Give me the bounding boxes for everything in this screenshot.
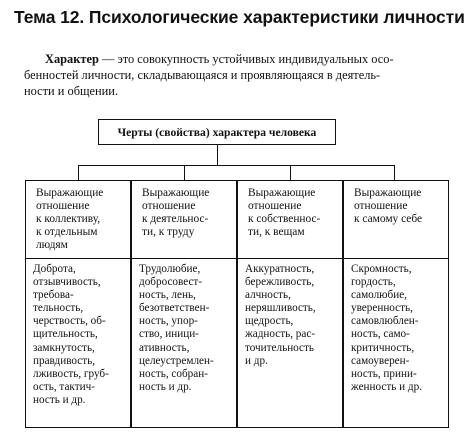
intro-line-3: ности и общении.	[24, 84, 119, 98]
head-line: отношение	[142, 200, 196, 212]
trait-item: ность, лень,	[139, 289, 196, 302]
trait-item: безответствен-	[139, 302, 210, 315]
trait-item: бережливость,	[245, 276, 315, 289]
head-line: Выражающие	[248, 187, 316, 199]
trait-item: ость, тактич-	[33, 380, 95, 393]
trait-column-self	[343, 180, 449, 428]
trait-item: ность, собран-	[139, 367, 208, 380]
trait-item: самоуверен-	[351, 354, 410, 367]
trait-item: замкнутость,	[33, 341, 95, 354]
intro-paragraph	[24, 51, 464, 99]
connector-branch-3	[290, 165, 291, 180]
trait-item: неряшливость,	[245, 302, 316, 315]
head-line: к коллективу,	[36, 213, 101, 225]
trait-item: ство, иници-	[139, 328, 199, 341]
head-line: к собственнос-	[248, 213, 321, 225]
intro-term: Характер	[45, 52, 99, 66]
trait-item: жадность, рас-	[245, 328, 316, 341]
trait-item: щедрость,	[245, 315, 294, 328]
trait-item: уверенность,	[351, 302, 413, 315]
trait-item: ность, прини-	[351, 367, 417, 380]
trait-item: тельность,	[33, 302, 84, 315]
trait-item: добросовест-	[139, 276, 203, 289]
trait-item: самолюбие,	[351, 289, 407, 302]
connector-branch-4	[394, 165, 395, 180]
trait-item: требова-	[33, 289, 74, 302]
trait-item: и др.	[245, 354, 268, 367]
head-line: Выражающие	[36, 187, 104, 199]
trait-item: алчность,	[245, 289, 291, 302]
head-line: ти, к вещам	[248, 226, 305, 238]
trait-column-head	[238, 181, 342, 259]
trait-item: точительность	[245, 341, 315, 354]
trait-item: женность и др.	[351, 380, 423, 393]
trait-column-items	[344, 259, 448, 394]
trait-column-property	[237, 180, 343, 428]
head-line: ти, к труду	[142, 226, 195, 238]
head-line: отношение	[36, 200, 90, 212]
trait-item: ность, упор-	[139, 315, 198, 328]
trait-item: Трудолюбие,	[139, 263, 201, 275]
head-line: отношение	[354, 200, 408, 212]
head-line: к отдельным	[36, 226, 98, 238]
connector-branch-1	[78, 165, 79, 180]
head-line: к самому себе	[354, 213, 423, 225]
trait-item: отзывчивость,	[33, 276, 101, 289]
intro-line-1-text: — это совокупность устойчивых индивидуальных осо-	[98, 52, 394, 66]
trait-item: ность и др.	[33, 393, 86, 406]
trait-column-head	[26, 181, 130, 259]
trait-item: Доброта,	[33, 263, 76, 275]
head-line: Выражающие	[142, 187, 210, 199]
trait-item: щительность,	[33, 328, 98, 341]
trait-column-head	[344, 181, 448, 259]
trait-item: гордость,	[351, 276, 396, 289]
trait-item: целеустремлен-	[139, 354, 214, 367]
head-line: людям	[36, 239, 68, 251]
trait-column-collective	[25, 180, 131, 428]
head-line: к деятельнос-	[142, 213, 209, 225]
trait-item: ность, само-	[351, 328, 410, 341]
trait-column-work	[131, 180, 237, 428]
trait-item: Скромность,	[351, 263, 412, 275]
head-line: Выражающие	[354, 187, 422, 199]
connector-trunk	[217, 145, 218, 165]
trait-column-items	[238, 259, 342, 368]
trait-item: критичность,	[351, 341, 415, 354]
page-title: Тема 12. Психологические характеристики личности	[14, 7, 465, 27]
trait-column-items	[132, 259, 236, 394]
trait-item: Аккуратность,	[245, 263, 315, 275]
trait-item: черствость, об-	[33, 315, 106, 328]
trait-item: правдивость,	[33, 354, 96, 367]
diagram-header-box: Черты (свойства) характера человека	[98, 119, 336, 145]
connector-branch-2	[184, 165, 185, 180]
trait-item: лживость, груб-	[33, 367, 109, 380]
intro-line-2: бенностей личности, складывающаяся и проявляющаяся в деятель-	[24, 68, 381, 82]
trait-column-items	[26, 259, 130, 407]
head-line: отношение	[248, 200, 302, 212]
trait-item: ность и др.	[139, 380, 192, 393]
trait-column-head	[132, 181, 236, 259]
intro-line-1	[24, 51, 464, 67]
trait-item: ативность,	[139, 341, 190, 354]
connector-bus	[78, 165, 395, 166]
trait-item: самовлюблен-	[351, 315, 419, 328]
